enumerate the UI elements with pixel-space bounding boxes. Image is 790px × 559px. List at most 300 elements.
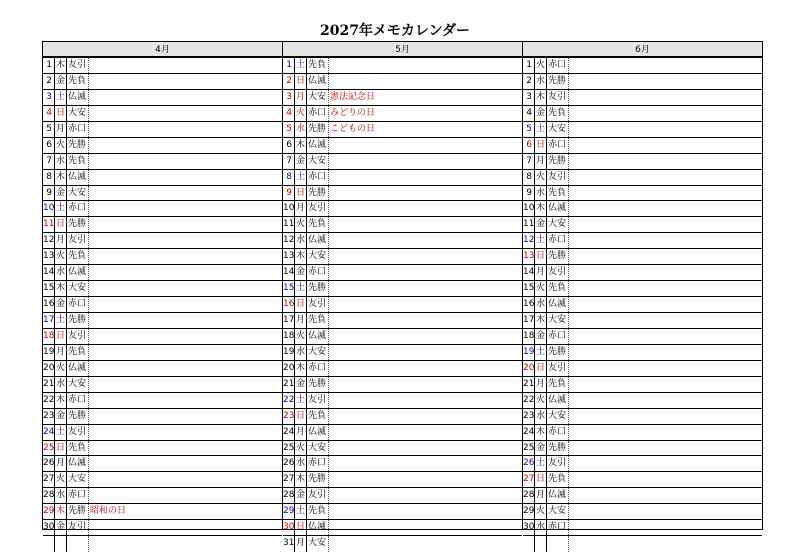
- day-number: 13: [43, 249, 55, 264]
- day-row: [43, 217, 282, 233]
- memo-cell[interactable]: [569, 472, 762, 487]
- day-row: [523, 58, 762, 74]
- weekday-label: 土: [295, 58, 307, 73]
- weekday-label: 金: [535, 217, 547, 232]
- weekday-label: 水: [55, 154, 67, 169]
- weekday-label: 土: [295, 393, 307, 408]
- memo-cell[interactable]: [89, 393, 282, 408]
- memo-cell[interactable]: こどもの日: [330, 123, 376, 134]
- day-number: 29: [523, 504, 535, 519]
- memo-cell[interactable]: [329, 488, 522, 503]
- memo-cell[interactable]: [569, 504, 762, 519]
- memo-cell[interactable]: [89, 265, 282, 280]
- day-number: 3: [523, 90, 535, 105]
- day-row: [43, 122, 282, 138]
- weekday-label: 日: [295, 297, 307, 312]
- memo-cell[interactable]: [89, 520, 282, 535]
- day-row: [283, 520, 522, 536]
- day-row: [43, 106, 282, 122]
- day-row: [283, 409, 522, 425]
- memo-cell[interactable]: [329, 281, 522, 296]
- weekday-label: 火: [535, 170, 547, 185]
- memo-cell[interactable]: [569, 297, 762, 312]
- weekday-label: 木: [535, 425, 547, 440]
- day-number: 6: [523, 138, 535, 153]
- day-row: [523, 281, 762, 297]
- memo-cell[interactable]: [569, 281, 762, 296]
- day-number: 9: [523, 186, 535, 201]
- memo-cell[interactable]: [329, 313, 522, 328]
- day-number: 2: [43, 74, 55, 89]
- weekday-label: 火: [535, 58, 547, 73]
- memo-cell[interactable]: [569, 520, 762, 535]
- day-row: [283, 265, 522, 281]
- memo-cell[interactable]: [89, 58, 282, 73]
- day-row: [43, 472, 282, 488]
- rokuyo-label: 仏滅: [307, 520, 329, 535]
- memo-cell[interactable]: [569, 58, 762, 73]
- weekday-label: 土: [295, 170, 307, 185]
- weekday-label: 金: [535, 441, 547, 456]
- day-number: 22: [523, 393, 535, 408]
- memo-cell[interactable]: [569, 122, 762, 137]
- day-number: 26: [43, 456, 55, 471]
- day-row: [523, 472, 762, 488]
- rokuyo-label: 赤口: [307, 456, 329, 471]
- weekday-label: 土: [55, 90, 67, 105]
- weekday-label: 水: [295, 345, 307, 360]
- day-row: [523, 313, 762, 329]
- day-row: [43, 138, 282, 154]
- weekday-label: 木: [535, 90, 547, 105]
- memo-cell[interactable]: [89, 90, 282, 105]
- day-number: 27: [523, 472, 535, 487]
- weekday-label: 火: [535, 504, 547, 519]
- memo-cell[interactable]: [89, 74, 282, 89]
- day-row: [283, 233, 522, 249]
- weekday-label: 土: [55, 201, 67, 216]
- weekday-label: 火: [295, 106, 307, 121]
- weekday-label: 日: [535, 249, 547, 264]
- day-row: [283, 361, 522, 377]
- rokuyo-label: 先負: [307, 504, 329, 519]
- day-number: 9: [283, 186, 295, 201]
- memo-cell[interactable]: [569, 425, 762, 440]
- day-number: 28: [523, 488, 535, 503]
- day-number: 23: [283, 409, 295, 424]
- memo-cell[interactable]: [89, 186, 282, 201]
- day-number: 13: [283, 249, 295, 264]
- memo-cell[interactable]: [329, 74, 522, 89]
- day-number: 26: [523, 456, 535, 471]
- day-number: 4: [523, 106, 535, 121]
- memo-cell[interactable]: [569, 536, 762, 552]
- memo-cell[interactable]: [89, 425, 282, 440]
- weekday-label: 水: [55, 377, 67, 392]
- weekday-label: 日: [55, 441, 67, 456]
- weekday-label: 日: [295, 520, 307, 535]
- rokuyo-label: 仏滅: [67, 265, 89, 280]
- rokuyo-label: 赤口: [307, 106, 329, 121]
- memo-cell[interactable]: [569, 249, 762, 264]
- memo-cell[interactable]: [569, 90, 762, 105]
- day-number: 21: [43, 377, 55, 392]
- weekday-label: 月: [295, 201, 307, 216]
- memo-cell[interactable]: [569, 74, 762, 89]
- memo-cell[interactable]: [89, 456, 282, 471]
- day-row: [523, 345, 762, 361]
- day-number: 26: [283, 456, 295, 471]
- day-number: 19: [43, 345, 55, 360]
- weekday-label: 日: [535, 361, 547, 376]
- rokuyo-label: 大安: [67, 281, 89, 296]
- memo-cell[interactable]: [569, 201, 762, 216]
- day-row: [523, 425, 762, 441]
- rokuyo-label: 大安: [307, 536, 329, 552]
- rokuyo-label: 仏滅: [547, 297, 569, 312]
- memo-cell[interactable]: [569, 488, 762, 503]
- memo-cell[interactable]: [569, 409, 762, 424]
- rokuyo-label: 先勝: [547, 249, 569, 264]
- weekday-label: 火: [55, 472, 67, 487]
- memo-cell[interactable]: [89, 329, 282, 344]
- day-number: 8: [43, 170, 55, 185]
- rokuyo-label: 先負: [67, 441, 89, 456]
- day-row: [43, 201, 282, 217]
- day-row: [43, 441, 282, 457]
- memo-cell[interactable]: [89, 106, 282, 121]
- day-row: [283, 441, 522, 457]
- day-row: [43, 297, 282, 313]
- day-number: 28: [283, 488, 295, 503]
- memo-cell[interactable]: [89, 217, 282, 232]
- weekday-label: 日: [535, 472, 547, 487]
- rokuyo-label: 仏滅: [307, 74, 329, 89]
- memo-cell[interactable]: [89, 488, 282, 503]
- day-rows: [43, 58, 282, 552]
- weekday-label: 土: [535, 456, 547, 471]
- memo-cell[interactable]: [569, 186, 762, 201]
- rokuyo-label: 先負: [307, 217, 329, 232]
- rokuyo-label: 赤口: [67, 297, 89, 312]
- day-row: [283, 456, 522, 472]
- memo-cell[interactable]: [569, 345, 762, 360]
- day-row: [523, 456, 762, 472]
- day-row: [283, 106, 522, 122]
- rokuyo-label: 赤口: [307, 265, 329, 280]
- memo-cell[interactable]: [329, 297, 522, 312]
- day-row: [43, 377, 282, 393]
- day-row: [43, 265, 282, 281]
- day-number: 30: [523, 520, 535, 535]
- day-row: [283, 488, 522, 504]
- memo-cell[interactable]: [329, 520, 522, 535]
- day-number: 31: [283, 536, 295, 552]
- memo-cell[interactable]: [329, 377, 522, 392]
- weekday-label: 日: [535, 138, 547, 153]
- memo-cell[interactable]: 憲法記念日: [330, 91, 376, 102]
- memo-cell[interactable]: [89, 122, 282, 137]
- day-number: 5: [43, 122, 55, 137]
- day-row: [283, 297, 522, 313]
- memo-cell[interactable]: [89, 472, 282, 487]
- memo-cell[interactable]: [89, 441, 282, 456]
- memo-cell[interactable]: [329, 233, 522, 248]
- day-row: [283, 138, 522, 154]
- rokuyo-label: 赤口: [67, 122, 89, 137]
- memo-cell[interactable]: [89, 297, 282, 312]
- memo-cell[interactable]: [569, 138, 762, 153]
- weekday-label: 木: [55, 58, 67, 73]
- memo-cell[interactable]: [329, 536, 522, 552]
- day-number: 14: [523, 265, 535, 280]
- day-row: [43, 58, 282, 74]
- day-row: [43, 536, 282, 552]
- memo-cell[interactable]: [569, 265, 762, 280]
- day-number: 27: [43, 472, 55, 487]
- rokuyo-label: 友引: [67, 58, 89, 73]
- memo-cell[interactable]: [329, 361, 522, 376]
- memo-cell[interactable]: [329, 154, 522, 169]
- day-number: 20: [283, 361, 295, 376]
- rokuyo-label: 仏滅: [307, 329, 329, 344]
- rokuyo-label: 赤口: [307, 361, 329, 376]
- memo-cell[interactable]: [569, 233, 762, 248]
- day-row: [283, 217, 522, 233]
- rokuyo-label: 友引: [547, 170, 569, 185]
- weekday-label: 金: [295, 377, 307, 392]
- rokuyo-label: 大安: [67, 377, 89, 392]
- rokuyo-label: 先勝: [307, 377, 329, 392]
- day-number: 6: [283, 138, 295, 153]
- memo-cell[interactable]: [329, 186, 522, 201]
- weekday-label: 火: [55, 138, 67, 153]
- rokuyo-label: 先負: [307, 313, 329, 328]
- memo-cell[interactable]: [329, 472, 522, 487]
- memo-cell[interactable]: [329, 249, 522, 264]
- day-row: [43, 170, 282, 186]
- rokuyo-label: 赤口: [307, 170, 329, 185]
- day-row: [43, 409, 282, 425]
- rokuyo-label: 先勝: [67, 138, 89, 153]
- month-header: 5月: [283, 42, 522, 58]
- weekday-label: 水: [295, 456, 307, 471]
- weekday-label: 月: [55, 122, 67, 137]
- memo-cell[interactable]: [329, 265, 522, 280]
- day-row: [43, 425, 282, 441]
- day-rows: [283, 58, 522, 552]
- memo-cell[interactable]: [89, 201, 282, 216]
- rokuyo-label: 大安: [547, 409, 569, 424]
- weekday-label: 土: [535, 345, 547, 360]
- rokuyo-label: 仏滅: [67, 90, 89, 105]
- day-row: [523, 106, 762, 122]
- memo-cell[interactable]: [329, 456, 522, 471]
- weekday-label: 金: [55, 520, 67, 535]
- day-number: 13: [523, 249, 535, 264]
- rokuyo-label: 友引: [547, 265, 569, 280]
- weekday-label: 水: [535, 297, 547, 312]
- weekday-label: 木: [535, 313, 547, 328]
- rokuyo-label: 大安: [307, 345, 329, 360]
- rokuyo-label: 先負: [547, 281, 569, 296]
- day-number: 18: [523, 329, 535, 344]
- memo-cell[interactable]: [569, 217, 762, 232]
- day-number: 2: [523, 74, 535, 89]
- day-number: 27: [283, 472, 295, 487]
- day-number: 30: [43, 520, 55, 535]
- memo-cell[interactable]: [329, 170, 522, 185]
- day-number: 18: [43, 329, 55, 344]
- day-number: 1: [523, 58, 535, 73]
- memo-cell[interactable]: [569, 393, 762, 408]
- day-number: 7: [523, 154, 535, 169]
- memo-cell[interactable]: [89, 361, 282, 376]
- day-number: 6: [43, 138, 55, 153]
- rokuyo-label: 友引: [67, 233, 89, 248]
- rokuyo-label: 先負: [67, 74, 89, 89]
- day-row: [283, 58, 522, 74]
- rokuyo-label: 大安: [307, 154, 329, 169]
- day-row: [523, 265, 762, 281]
- day-row: [523, 154, 762, 170]
- memo-cell[interactable]: [329, 504, 522, 519]
- memo-cell[interactable]: [569, 170, 762, 185]
- rokuyo-label: 友引: [307, 297, 329, 312]
- day-row: [523, 488, 762, 504]
- memo-cell[interactable]: [329, 58, 522, 73]
- rokuyo-label: 先負: [307, 58, 329, 73]
- day-number: 19: [283, 345, 295, 360]
- memo-cell[interactable]: [329, 201, 522, 216]
- day-row: [43, 281, 282, 297]
- weekday-label: 木: [295, 249, 307, 264]
- day-row: [43, 233, 282, 249]
- rokuyo-label: 大安: [547, 217, 569, 232]
- memo-cell[interactable]: [329, 217, 522, 232]
- memo-cell[interactable]: [89, 249, 282, 264]
- weekday-label: 月: [55, 233, 67, 248]
- day-number: 23: [43, 409, 55, 424]
- memo-cell[interactable]: [329, 393, 522, 408]
- rokuyo-label: 先勝: [547, 345, 569, 360]
- memo-cell[interactable]: [569, 361, 762, 376]
- day-number: 29: [283, 504, 295, 519]
- day-number: 15: [283, 281, 295, 296]
- day-row: [523, 297, 762, 313]
- day-row: [283, 536, 522, 552]
- memo-cell[interactable]: [569, 313, 762, 328]
- memo-cell[interactable]: [569, 456, 762, 471]
- weekday-label: 土: [55, 425, 67, 440]
- day-number: 15: [43, 281, 55, 296]
- memo-cell[interactable]: [569, 441, 762, 456]
- day-row: [43, 393, 282, 409]
- memo-cell[interactable]: [569, 329, 762, 344]
- memo-cell[interactable]: [329, 345, 522, 360]
- rokuyo-label: 大安: [307, 441, 329, 456]
- memo-cell[interactable]: [89, 536, 282, 552]
- weekday-label: 水: [55, 488, 67, 503]
- weekday-label: 金: [535, 329, 547, 344]
- rokuyo-label: 赤口: [547, 329, 569, 344]
- month-column: [283, 42, 523, 549]
- memo-cell[interactable]: [89, 409, 282, 424]
- day-row: [43, 456, 282, 472]
- day-row: [523, 90, 762, 106]
- day-row: [523, 361, 762, 377]
- rokuyo-label: 先勝: [67, 313, 89, 328]
- memo-cell[interactable]: [89, 138, 282, 153]
- memo-cell[interactable]: [89, 170, 282, 185]
- memo-cell[interactable]: [329, 425, 522, 440]
- memo-cell[interactable]: [329, 329, 522, 344]
- weekday-label: 日: [55, 106, 67, 121]
- day-number: 16: [283, 297, 295, 312]
- weekday-label: 日: [55, 217, 67, 232]
- memo-cell[interactable]: [89, 377, 282, 392]
- month-column: [523, 42, 762, 533]
- memo-cell[interactable]: [89, 154, 282, 169]
- weekday-label: 水: [535, 409, 547, 424]
- weekday-label: 木: [55, 170, 67, 185]
- rokuyo-label: 先勝: [547, 441, 569, 456]
- memo-cell[interactable]: [89, 281, 282, 296]
- weekday-label: 月: [535, 265, 547, 280]
- rokuyo-label: 先負: [547, 472, 569, 487]
- memo-cell[interactable]: [329, 138, 522, 153]
- month-column: [43, 42, 283, 533]
- day-row: [283, 74, 522, 90]
- weekday-label: 火: [295, 217, 307, 232]
- weekday-label: 火: [55, 361, 67, 376]
- day-row: [43, 504, 282, 520]
- weekday-label: 日: [295, 74, 307, 89]
- memo-cell[interactable]: [89, 233, 282, 248]
- weekday-label: 木: [55, 504, 67, 519]
- day-row: [283, 313, 522, 329]
- memo-cell[interactable]: [569, 106, 762, 121]
- day-row: [523, 170, 762, 186]
- memo-cell[interactable]: 昭和の日: [90, 506, 127, 517]
- rokuyo-label: 友引: [547, 456, 569, 471]
- rokuyo-label: 先勝: [67, 409, 89, 424]
- rokuyo-label: 友引: [307, 488, 329, 503]
- rokuyo-label: 大安: [67, 472, 89, 487]
- weekday-label: 金: [295, 488, 307, 503]
- weekday-label: 月: [295, 90, 307, 105]
- memo-cell[interactable]: [329, 441, 522, 456]
- day-row: [43, 154, 282, 170]
- day-number: 11: [523, 217, 535, 232]
- memo-cell[interactable]: [89, 313, 282, 328]
- weekday-label: 金: [55, 186, 67, 201]
- weekday-label: 日: [295, 409, 307, 424]
- memo-cell[interactable]: [329, 409, 522, 424]
- day-number: 19: [523, 345, 535, 360]
- day-row: [523, 233, 762, 249]
- day-row: [523, 377, 762, 393]
- memo-cell[interactable]: みどりの日: [330, 107, 376, 118]
- memo-cell[interactable]: [569, 377, 762, 392]
- rokuyo-label: 赤口: [67, 201, 89, 216]
- rokuyo-label: 先負: [67, 249, 89, 264]
- rokuyo-label: 先負: [67, 154, 89, 169]
- rokuyo-label: 仏滅: [67, 361, 89, 376]
- rokuyo-label: 友引: [67, 425, 89, 440]
- memo-cell[interactable]: [89, 345, 282, 360]
- memo-cell[interactable]: [569, 154, 762, 169]
